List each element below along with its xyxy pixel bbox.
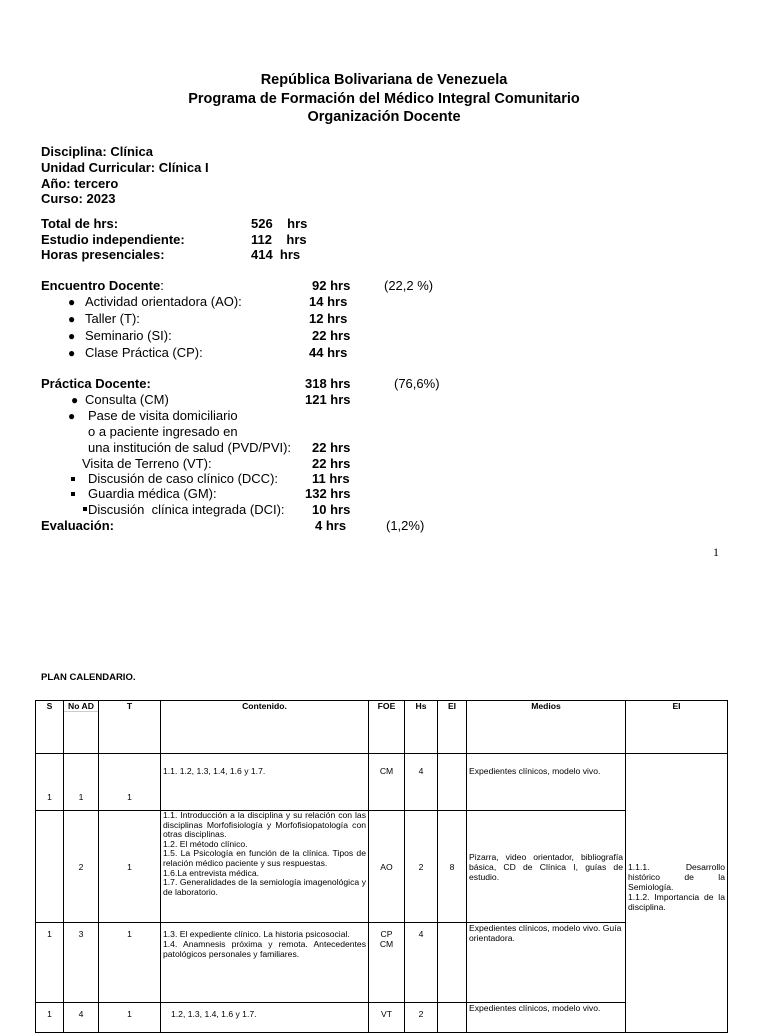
cell-medios: Expedientes clínicos, modelo vivo. Guía orientadora. — [467, 923, 626, 1003]
cell-medios: Expedientes clínicos, modelo vivo. — [467, 1003, 626, 1033]
plan-calendario-table — [35, 700, 728, 1033]
cell-ei — [438, 754, 467, 811]
total-hrs-value: 526 hrs — [251, 216, 308, 231]
encuentro-item-label: Seminario (SI): — [85, 328, 172, 343]
curso: Curso: 2023 — [41, 191, 116, 206]
cell-hs: 2 — [405, 1003, 438, 1033]
pase-line-3: una institución de salud (PVD/PVI): — [88, 440, 292, 455]
bullet-dot-icon: ● — [68, 312, 76, 326]
cell-t: 1 — [99, 1003, 161, 1033]
visita-value: 22 hrs — [312, 456, 351, 471]
encuentro-item-label: Actividad orientadora (AO): — [85, 294, 242, 309]
cell-no: 4 — [64, 1003, 99, 1033]
practica-item-label: Discusión clínica integrada (DCI): — [88, 502, 285, 517]
total-hrs-label: Total de hrs: — [41, 216, 119, 231]
cell-foe: VT — [369, 1003, 405, 1033]
cell-hs: 4 — [405, 923, 438, 1003]
bullet-square-icon — [71, 477, 75, 481]
bullet-dot-icon: ● — [71, 393, 79, 407]
col-header-no-ad — [64, 701, 99, 754]
encuentro-colon: : — [160, 278, 164, 293]
plan-calendario-title: PLAN CALENDARIO. — [41, 672, 136, 683]
consulta-label: Consulta (CM) — [85, 392, 169, 407]
col-header-foe: FOE — [369, 701, 405, 754]
bullet-dot-icon: ● — [68, 295, 76, 309]
cell-s — [36, 811, 64, 923]
practica-item-label: Guardia médica (GM): — [88, 486, 217, 501]
cell-foe: CP CM — [369, 923, 405, 1003]
table-row — [36, 811, 728, 923]
cell-no: 2 — [64, 811, 99, 923]
encuentro-item-value: 44 hrs — [309, 345, 348, 360]
encuentro-value: 92 hrs — [312, 278, 351, 293]
evaluacion-value: 4 hrs — [315, 518, 347, 533]
cell-contenido: 1.2, 1.3, 1.4, 1.6 y 1.7. — [161, 1003, 369, 1033]
encuentro-pct: (22,2 %) — [384, 278, 434, 293]
cell-medios: Expedientes clínicos, modelo vivo. — [467, 754, 626, 811]
encuentro-item-value: 12 hrs — [309, 311, 348, 326]
practica-value: 318 hrs — [305, 376, 351, 391]
evaluacion-pct: (1,2%) — [386, 518, 425, 533]
cell-s: 1 — [36, 1003, 64, 1033]
col-header-no-ad-label: No AD — [64, 701, 98, 712]
practica-item-value: 11 hrs — [312, 471, 350, 486]
unidad-curricular: Unidad Curricular: Clínica I — [41, 160, 209, 175]
cell-foe: AO — [369, 811, 405, 923]
cell-ei-merged: 1.1.1. Desarrollo histórico de la Semiología. 1.1.2. Importancia de la disciplina. — [626, 754, 728, 1033]
page-number: 1 — [713, 545, 719, 559]
pase-value: 22 hrs — [312, 440, 351, 455]
cell-s: 1 — [36, 754, 64, 811]
header-line-3: Organización Docente — [307, 109, 461, 125]
cell-contenido: 1.1. 1.2, 1.3, 1.4, 1.6 y 1.7. — [161, 754, 369, 811]
encuentro-item-value: 14 hrs — [309, 294, 348, 309]
practica-item-value: 10 hrs — [312, 502, 351, 517]
encuentro-item-label: Clase Práctica (CP): — [85, 345, 203, 360]
presenciales-value: 414 hrs — [251, 247, 301, 262]
header-line-2: Programa de Formación del Médico Integral Comunitario — [188, 91, 580, 107]
table-row — [36, 923, 728, 1003]
col-header-contenido: Contenido. — [161, 701, 369, 754]
presenciales-label: Horas presenciales: — [41, 247, 165, 262]
cell-t: 1 — [99, 923, 161, 1003]
col-header-ei-2: EI — [626, 701, 728, 754]
pase-line-2: o a paciente ingresado en — [88, 424, 238, 439]
estudio-label: Estudio independiente: — [41, 232, 185, 247]
encuentro-item-value: 22 hrs — [312, 328, 351, 343]
cell-contenido: 1.3. El expediente clínico. La historia psicosocial. 1.4. Anamnesis próxima y remota. Antecedentes patológicos personales y familiares. — [161, 923, 369, 1003]
cell-no: 1 — [64, 754, 99, 811]
col-header-medios: Medios — [467, 701, 626, 754]
practica-item-label: Discusión de caso clínico (DCC): — [88, 471, 279, 486]
encuentro-label-row — [41, 278, 164, 293]
cell-medios: Pizarra, video orientador, bibliografía básica, CD de Clínica I, guías de estudio. — [467, 811, 626, 923]
cell-hs: 4 — [405, 754, 438, 811]
encuentro-item-label: Taller (T): — [85, 311, 140, 326]
anio: Año: tercero — [41, 176, 119, 191]
cell-ei: 8 — [438, 811, 467, 923]
cell-foe: CM — [369, 754, 405, 811]
cell-ei — [438, 1003, 467, 1033]
table-header-row — [36, 701, 728, 754]
estudio-value: 112 hrs — [251, 232, 307, 247]
col-header-s: S — [36, 701, 64, 754]
bullet-square-icon — [71, 492, 75, 496]
table-row — [36, 1003, 728, 1033]
cell-hs: 2 — [405, 811, 438, 923]
col-header-t: T — [99, 701, 161, 754]
practica-label: Práctica Docente: — [41, 376, 151, 391]
practica-pct: (76,6%) — [394, 376, 440, 391]
encuentro-label: Encuentro Docente — [41, 278, 161, 293]
table-row — [36, 754, 728, 811]
bullet-square-icon — [83, 507, 87, 511]
cell-t: 1 — [99, 754, 161, 811]
consulta-value: 121 hrs — [305, 392, 351, 407]
cell-ei — [438, 923, 467, 1003]
visita-label: Visita de Terreno (VT): — [82, 456, 212, 471]
evaluacion-label: Evaluación: — [41, 518, 114, 533]
cell-no: 3 — [64, 923, 99, 1003]
col-header-hs: Hs — [405, 701, 438, 754]
bullet-dot-icon: ● — [68, 409, 76, 423]
col-header-ei: EI — [438, 701, 467, 754]
header-line-1: República Bolivariana de Venezuela — [260, 72, 508, 88]
bullet-dot-icon: ● — [68, 329, 76, 343]
bullet-dot-icon: ● — [68, 346, 76, 360]
cell-contenido: 1.1. Introducción a la disciplina y su relación con las disciplinas Morfofisiología y Morfofisiopatología con otras disciplinas. 1.2. El método clínico. 1.5. La Psicología en función de la clínica. Tipos de relación médico paciente y sus respuestas. 1.6.La entrevista médica. 1.7. Generalidades de la semiología imagenológica y de laboratorio. — [161, 811, 369, 923]
disciplina: Disciplina: Clínica — [41, 144, 153, 159]
cell-s: 1 — [36, 923, 64, 1003]
pase-line-1: Pase de visita domiciliario — [88, 408, 238, 423]
cell-t: 1 — [99, 811, 161, 923]
practica-item-value: 132 hrs — [305, 486, 351, 501]
